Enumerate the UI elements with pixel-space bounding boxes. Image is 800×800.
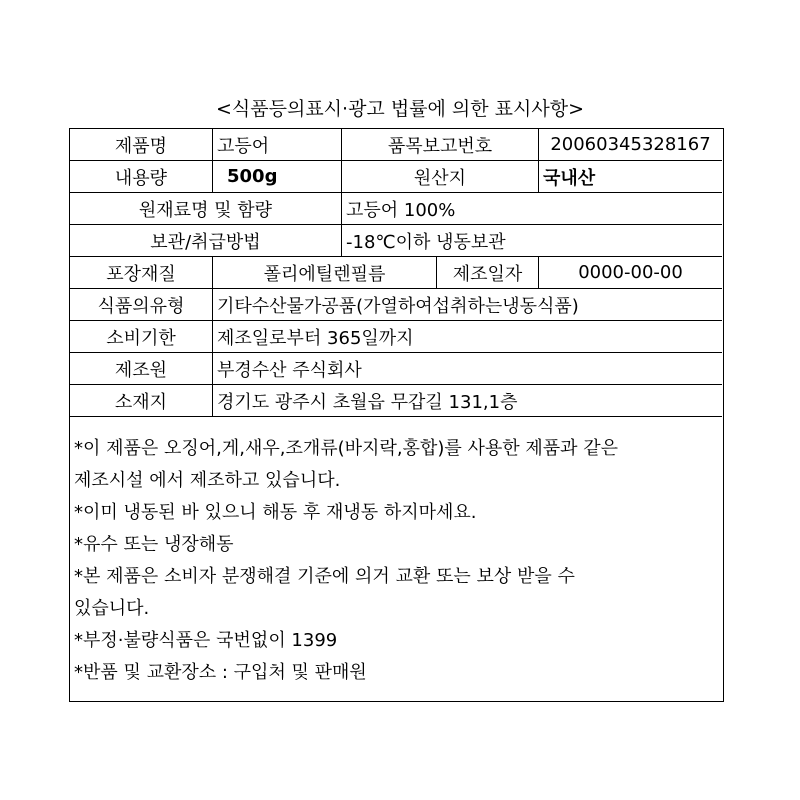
row-address — [70, 385, 723, 417]
row-packaging — [70, 257, 723, 289]
content-label: 내용량 — [70, 161, 213, 193]
note-line: *이미 냉동된 바 있으니 해동 후 재냉동 하지마세요. — [74, 502, 477, 523]
packaging-label: 포장재질 — [70, 257, 213, 289]
manufacturer-label: 제조원 — [70, 353, 213, 385]
row-ingredients — [70, 193, 723, 225]
row-content — [70, 161, 723, 193]
ingredients-value: 고등어 100% — [342, 193, 722, 225]
mfg-date-label: 제조일자 — [437, 257, 539, 289]
note-line: *유수 또는 냉장해동 — [74, 534, 234, 555]
report-no-value: 20060345328167 — [539, 129, 722, 161]
row-storage — [70, 225, 723, 257]
ingredients-label: 원재료명 및 함량 — [70, 193, 342, 225]
notes-section — [70, 425, 723, 689]
product-name-value: 고등어 — [213, 129, 342, 161]
origin-value: 국내산 — [539, 161, 722, 193]
row-expiry — [70, 321, 723, 353]
storage-label: 보관/취급방법 — [70, 225, 342, 257]
packaging-value: 폴리에틸렌필름 — [213, 257, 437, 289]
row-manufacturer — [70, 353, 723, 385]
content-value: 500g — [213, 161, 342, 193]
row-food-type — [70, 289, 723, 321]
report-no-label: 품목보고번호 — [342, 129, 539, 161]
note-line: 있습니다. — [74, 598, 150, 619]
label-title: <식품등의표시·광고 법률에 의한 표시사항> — [215, 98, 585, 120]
note-line: *이 제품은 오징어,게,새우,조개류(바지락,홍합)를 사용한 제품과 같은 — [74, 438, 619, 459]
food-type-value: 기타수산물가공품(가열하여섭취하는냉동식품) — [213, 289, 722, 321]
address-label: 소재지 — [70, 385, 213, 417]
food-type-label: 식품의유형 — [70, 289, 213, 321]
note-line: 제조시설 에서 제조하고 있습니다. — [74, 470, 341, 491]
mfg-date-value: 0000-00-00 — [539, 257, 722, 289]
note-line: *반품 및 교환장소 : 구입처 및 판매원 — [74, 662, 367, 683]
origin-label: 원산지 — [342, 161, 539, 193]
note-line: *본 제품은 소비자 분쟁해결 기준에 의거 교환 또는 보상 받을 수 — [74, 566, 575, 587]
product-name-label: 제품명 — [70, 129, 213, 161]
manufacturer-value: 부경수산 주식회사 — [213, 353, 722, 385]
expiry-label: 소비기한 — [70, 321, 213, 353]
note-line: *부정·불량식품은 국번없이 1399 — [74, 630, 338, 651]
expiry-value: 제조일로부터 365일까지 — [213, 321, 722, 353]
row-product-name — [70, 129, 723, 161]
storage-value: -18℃이하 냉동보관 — [342, 225, 722, 257]
address-value: 경기도 광주시 초월읍 무갑길 131,1층 — [213, 385, 722, 417]
food-label-table — [69, 128, 724, 702]
